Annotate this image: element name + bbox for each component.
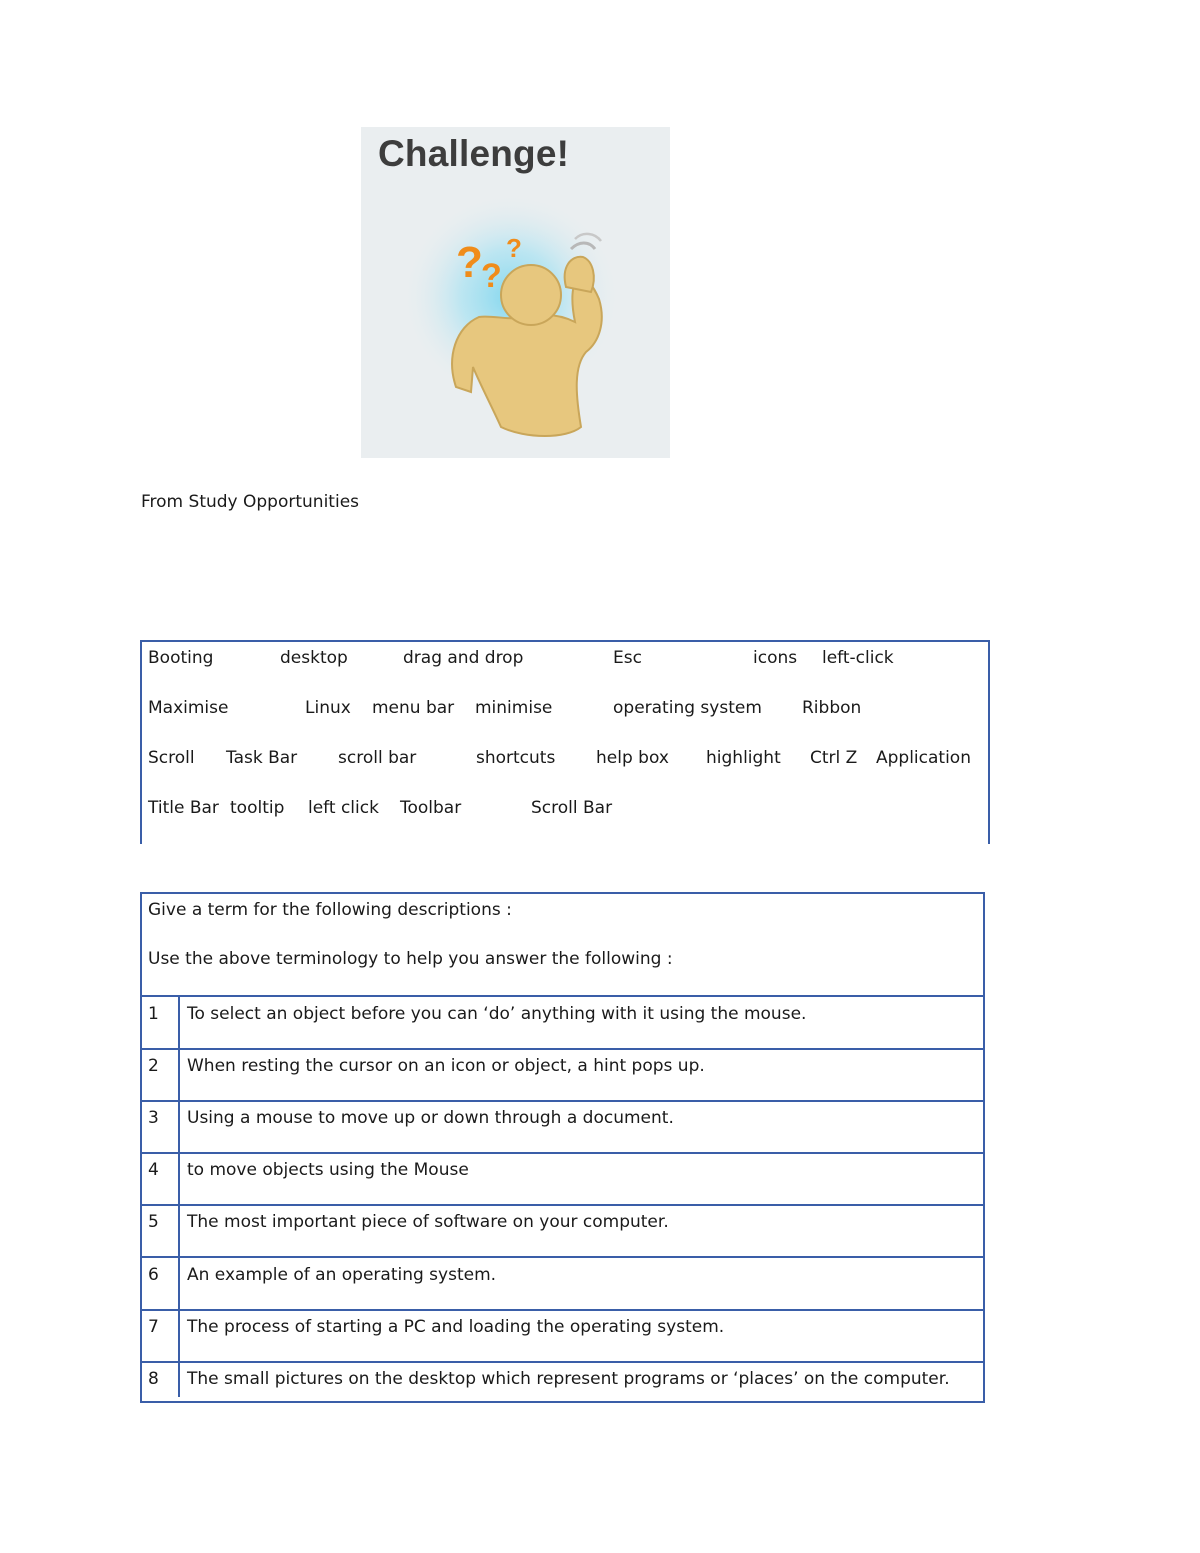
question-number: 4	[148, 1160, 159, 1180]
column-divider	[178, 1258, 180, 1309]
challenge-title: Challenge!	[378, 133, 570, 174]
column-divider	[178, 997, 180, 1048]
question-text: The process of starting a PC and loading the operating system.	[187, 1317, 725, 1337]
question-number: 1	[148, 1004, 159, 1024]
term: Linux	[305, 698, 351, 718]
term: operating system	[613, 698, 762, 718]
term: Scroll	[148, 748, 195, 768]
question-number: 5	[148, 1212, 159, 1232]
column-divider	[178, 1205, 180, 1256]
term: scroll bar	[338, 748, 417, 768]
term: minimise	[475, 698, 553, 718]
question-number: 2	[148, 1056, 159, 1076]
column-divider	[178, 1153, 180, 1204]
term: help box	[596, 748, 669, 768]
question-number: 3	[148, 1108, 159, 1128]
svg-text:?: ?	[456, 238, 483, 287]
question-number: 8	[148, 1369, 159, 1389]
column-divider	[178, 1101, 180, 1152]
question-text: The small pictures on the desktop which represent programs or ‘places’ on the computer.	[187, 1369, 950, 1389]
term: left-click	[822, 648, 894, 668]
instruction-text: Use the above terminology to help you answer the following :	[148, 949, 673, 969]
table-row	[142, 1049, 983, 1102]
question-number: 7	[148, 1317, 159, 1337]
table-row	[142, 1362, 983, 1397]
term: Ctrl Z	[810, 748, 858, 768]
term: desktop	[280, 648, 348, 668]
term: tooltip	[230, 798, 285, 818]
term: Application	[876, 748, 971, 768]
question-number: 6	[148, 1265, 159, 1285]
term: Task Bar	[226, 748, 298, 768]
column-divider	[178, 1362, 180, 1397]
term: Booting	[148, 648, 214, 668]
term: highlight	[706, 748, 781, 768]
question-text: An example of an operating system.	[187, 1265, 497, 1285]
term: Ribbon	[802, 698, 862, 718]
question-text: The most important piece of software on your computer.	[187, 1212, 669, 1232]
svg-text:?: ?	[506, 233, 522, 263]
term: icons	[753, 648, 798, 668]
image-caption: From Study Opportunities	[141, 492, 360, 512]
thinking-figure-illustration	[361, 127, 670, 458]
terminology-box	[140, 640, 990, 844]
term: Scroll Bar	[531, 798, 613, 818]
question-text: to move objects using the Mouse	[187, 1160, 469, 1180]
question-text: To select an object before you can ‘do’ anything with it using the mouse.	[187, 1004, 807, 1024]
table-row	[142, 997, 983, 1050]
svg-text:?: ?	[481, 257, 502, 295]
term: Title Bar	[148, 798, 219, 818]
term: Maximise	[148, 698, 229, 718]
question-text: When resting the cursor on an icon or object, a hint pops up.	[187, 1056, 705, 1076]
table-row	[142, 1205, 983, 1258]
questions-header	[142, 894, 983, 997]
term: left click	[308, 798, 379, 818]
term: menu bar	[372, 698, 455, 718]
table-row	[142, 1258, 983, 1311]
term: Esc	[613, 648, 642, 668]
term: shortcuts	[476, 748, 556, 768]
table-row	[142, 1101, 983, 1154]
table-row	[142, 1153, 983, 1206]
questions-table	[140, 892, 985, 1403]
term: Toolbar	[400, 798, 462, 818]
table-row	[142, 1310, 983, 1363]
term: drag and drop	[403, 648, 524, 668]
column-divider	[178, 1310, 180, 1361]
instruction-text: Give a term for the following descriptions :	[148, 900, 512, 920]
challenge-image	[361, 127, 670, 458]
question-text: Using a mouse to move up or down through a document.	[187, 1108, 674, 1128]
column-divider	[178, 1049, 180, 1100]
